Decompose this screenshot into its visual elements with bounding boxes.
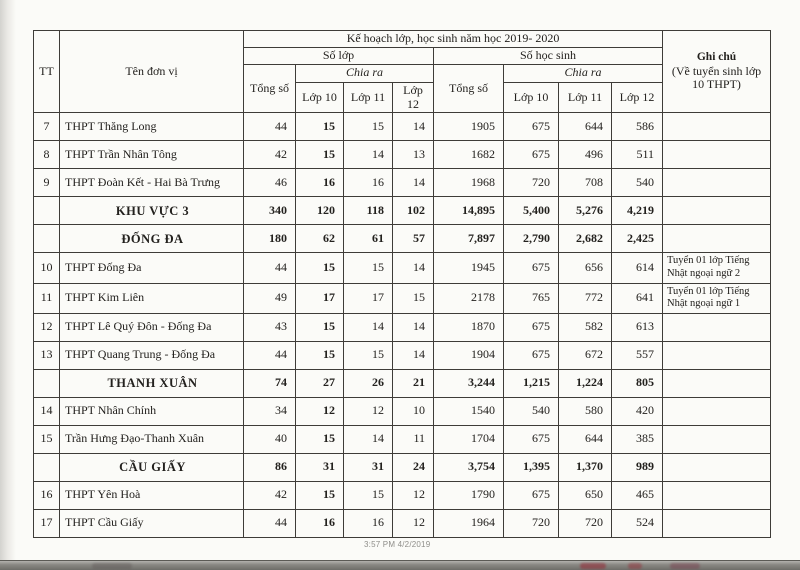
cell-classes-grade10: 62 <box>296 225 344 253</box>
cell-students-total: 1790 <box>434 481 504 509</box>
cell-students-grade12: 420 <box>612 397 663 425</box>
table-row <box>34 397 771 425</box>
cell-students-grade12: 586 <box>612 113 663 141</box>
table-row <box>34 481 771 509</box>
header-notes-subtitle: (Về tuyển sinh lớp 10 THPT) <box>671 63 762 92</box>
cell-students-grade12: 540 <box>612 169 663 197</box>
cell-classes-grade10: 27 <box>296 369 344 397</box>
cell-students-grade12: 557 <box>612 341 663 369</box>
cell-unit-name: THPT Yên Hoà <box>60 481 244 509</box>
cell-classes-grade10: 15 <box>296 313 344 341</box>
cell-students-total: 1905 <box>434 113 504 141</box>
cell-unit-name: THPT Cầu Giấy <box>60 509 244 537</box>
cell-classes-grade11: 12 <box>344 397 393 425</box>
cell-students-grade12: 613 <box>612 313 663 341</box>
cell-note <box>663 397 771 425</box>
cell-classes-grade11: 61 <box>344 225 393 253</box>
cell-students-grade12: 989 <box>612 453 663 481</box>
header-students-group: Số học sinh <box>434 48 663 65</box>
cell-students-grade10: 2,790 <box>504 225 559 253</box>
cell-note: Tuyển 01 lớp Tiếng Nhật ngoại ngữ 2 <box>663 253 771 283</box>
cell-students-grade11: 582 <box>559 313 612 341</box>
cell-students-total: 1945 <box>434 253 504 283</box>
cell-tt: 14 <box>34 397 60 425</box>
table-row <box>34 313 771 341</box>
cell-classes-total: 44 <box>244 253 296 283</box>
cell-students-grade11: 720 <box>559 509 612 537</box>
group-total-row <box>34 453 771 481</box>
cell-classes-grade11: 14 <box>344 141 393 169</box>
cell-students-total: 14,895 <box>434 197 504 225</box>
cell-unit-name: KHU VỰC 3 <box>60 197 244 225</box>
cell-classes-grade10: 17 <box>296 283 344 313</box>
header-classes-group: Số lớp <box>244 48 434 65</box>
cell-classes-total: 180 <box>244 225 296 253</box>
cell-unit-name: THPT Đoàn Kết - Hai Bà Trưng <box>60 169 244 197</box>
cell-classes-total: 42 <box>244 141 296 169</box>
cell-students-grade10: 720 <box>504 169 559 197</box>
print-timestamp: 3:57 PM 4/2/2019 <box>364 540 431 549</box>
cell-classes-grade11: 16 <box>344 169 393 197</box>
group-total-row <box>34 225 771 253</box>
table-header <box>34 31 771 113</box>
cell-unit-name: THPT Nhân Chính <box>60 397 244 425</box>
cell-classes-total: 74 <box>244 369 296 397</box>
group-total-row <box>34 197 771 225</box>
cell-classes-grade10: 15 <box>296 425 344 453</box>
cell-students-grade12: 641 <box>612 283 663 313</box>
cell-classes-grade12: 13 <box>393 141 434 169</box>
cell-unit-name: THPT Thăng Long <box>60 113 244 141</box>
cell-classes-grade10: 16 <box>296 169 344 197</box>
cell-tt <box>34 197 60 225</box>
cell-classes-grade11: 14 <box>344 313 393 341</box>
cell-classes-grade11: 14 <box>344 425 393 453</box>
cell-classes-grade12: 21 <box>393 369 434 397</box>
cell-classes-grade10: 12 <box>296 397 344 425</box>
cell-classes-grade12: 11 <box>393 425 434 453</box>
cell-classes-grade11: 15 <box>344 341 393 369</box>
cell-classes-total: 43 <box>244 313 296 341</box>
cell-classes-grade10: 15 <box>296 341 344 369</box>
cell-classes-grade10: 15 <box>296 141 344 169</box>
cell-note <box>663 341 771 369</box>
cell-classes-grade12: 24 <box>393 453 434 481</box>
cell-note <box>663 453 771 481</box>
cell-unit-name: THPT Đống Đa <box>60 253 244 283</box>
cell-tt: 8 <box>34 141 60 169</box>
cell-classes-total: 49 <box>244 283 296 313</box>
cell-unit-name: THPT Trần Nhân Tông <box>60 141 244 169</box>
cell-unit-name: THANH XUÂN <box>60 369 244 397</box>
scan-bottom-edge <box>0 560 800 570</box>
cell-classes-total: 86 <box>244 453 296 481</box>
cell-unit-name: CẦU GIẤY <box>60 453 244 481</box>
header-students-breakdown: Chia ra <box>504 64 663 82</box>
cell-students-grade11: 1,370 <box>559 453 612 481</box>
cell-classes-total: 340 <box>244 197 296 225</box>
cell-students-total: 2178 <box>434 283 504 313</box>
cell-classes-grade12: 14 <box>393 313 434 341</box>
cell-tt: 10 <box>34 253 60 283</box>
cell-students-grade10: 1,215 <box>504 369 559 397</box>
header-students-grade10: Lớp 10 <box>504 82 559 113</box>
cell-classes-grade11: 15 <box>344 113 393 141</box>
cell-students-grade10: 765 <box>504 283 559 313</box>
header-classes-total: Tổng số <box>244 64 296 113</box>
cell-classes-grade12: 15 <box>393 283 434 313</box>
cell-students-grade12: 614 <box>612 253 663 283</box>
cell-classes-grade12: 14 <box>393 341 434 369</box>
cell-students-total: 1540 <box>434 397 504 425</box>
cell-students-grade12: 805 <box>612 369 663 397</box>
cell-tt: 13 <box>34 341 60 369</box>
table-row <box>34 113 771 141</box>
cell-classes-grade11: 15 <box>344 481 393 509</box>
cell-students-total: 7,897 <box>434 225 504 253</box>
cell-students-grade11: 650 <box>559 481 612 509</box>
header-classes-grade12: Lớp 12 <box>393 82 434 113</box>
cell-tt <box>34 369 60 397</box>
cell-students-grade12: 2,425 <box>612 225 663 253</box>
cell-students-total: 1968 <box>434 169 504 197</box>
cell-note <box>663 197 771 225</box>
header-plan-title: Kế hoạch lớp, học sinh năm học 2019- 2020 <box>244 31 663 48</box>
cell-classes-grade12: 57 <box>393 225 434 253</box>
cell-students-grade11: 5,276 <box>559 197 612 225</box>
cell-note: Tuyển 01 lớp Tiếng Nhật ngoại ngữ 1 <box>663 283 771 313</box>
cell-classes-grade12: 12 <box>393 509 434 537</box>
cell-tt: 9 <box>34 169 60 197</box>
cell-classes-total: 40 <box>244 425 296 453</box>
cell-students-grade10: 675 <box>504 313 559 341</box>
table-row <box>34 283 771 313</box>
cell-students-grade11: 644 <box>559 113 612 141</box>
cell-students-grade12: 511 <box>612 141 663 169</box>
cell-classes-grade10: 16 <box>296 509 344 537</box>
cell-note <box>663 369 771 397</box>
cell-students-grade10: 675 <box>504 341 559 369</box>
header-students-total: Tổng số <box>434 64 504 113</box>
cell-students-grade10: 675 <box>504 253 559 283</box>
cell-students-grade10: 5,400 <box>504 197 559 225</box>
header-notes <box>663 31 771 113</box>
cell-unit-name: THPT Quang Trung - Đống Đa <box>60 341 244 369</box>
header-students-grade12: Lớp 12 <box>612 82 663 113</box>
cell-classes-grade12: 10 <box>393 397 434 425</box>
cell-students-total: 1682 <box>434 141 504 169</box>
cell-unit-name: Trần Hưng Đạo-Thanh Xuân <box>60 425 244 453</box>
school-plan-table <box>33 30 771 538</box>
table-row <box>34 341 771 369</box>
cell-classes-total: 44 <box>244 341 296 369</box>
scan-smudge <box>580 563 606 569</box>
cell-students-total: 1904 <box>434 341 504 369</box>
cell-classes-total: 46 <box>244 169 296 197</box>
cell-classes-grade12: 14 <box>393 113 434 141</box>
cell-students-grade10: 675 <box>504 113 559 141</box>
table-row <box>34 141 771 169</box>
cell-students-grade10: 720 <box>504 509 559 537</box>
cell-classes-grade11: 118 <box>344 197 393 225</box>
cell-tt: 11 <box>34 283 60 313</box>
cell-unit-name: THPT Kim Liên <box>60 283 244 313</box>
cell-students-grade10: 540 <box>504 397 559 425</box>
cell-students-total: 3,754 <box>434 453 504 481</box>
cell-tt: 17 <box>34 509 60 537</box>
cell-classes-grade11: 16 <box>344 509 393 537</box>
cell-students-total: 1704 <box>434 425 504 453</box>
cell-students-grade10: 675 <box>504 141 559 169</box>
cell-students-grade11: 772 <box>559 283 612 313</box>
header-unit-name: Tên đơn vị <box>60 31 244 113</box>
cell-classes-grade12: 102 <box>393 197 434 225</box>
cell-tt: 15 <box>34 425 60 453</box>
header-notes-title: Ghi chú <box>696 51 737 64</box>
cell-students-grade12: 465 <box>612 481 663 509</box>
cell-classes-grade11: 31 <box>344 453 393 481</box>
header-students-grade11: Lớp 11 <box>559 82 612 113</box>
cell-note <box>663 141 771 169</box>
cell-classes-grade10: 15 <box>296 113 344 141</box>
cell-tt <box>34 453 60 481</box>
cell-tt: 16 <box>34 481 60 509</box>
cell-classes-total: 44 <box>244 113 296 141</box>
cell-note <box>663 509 771 537</box>
cell-unit-name: ĐỐNG ĐA <box>60 225 244 253</box>
table-row <box>34 169 771 197</box>
cell-classes-grade12: 12 <box>393 481 434 509</box>
header-classes-grade11: Lớp 11 <box>344 82 393 113</box>
cell-students-total: 3,244 <box>434 369 504 397</box>
header-tt: TT <box>34 31 60 113</box>
cell-classes-grade10: 120 <box>296 197 344 225</box>
cell-note <box>663 169 771 197</box>
header-classes-grade10: Lớp 10 <box>296 82 344 113</box>
cell-classes-total: 34 <box>244 397 296 425</box>
cell-classes-total: 42 <box>244 481 296 509</box>
scan-smudge <box>670 563 700 569</box>
cell-note <box>663 113 771 141</box>
cell-students-grade11: 580 <box>559 397 612 425</box>
cell-students-grade11: 708 <box>559 169 612 197</box>
cell-classes-grade10: 15 <box>296 253 344 283</box>
cell-classes-total: 44 <box>244 509 296 537</box>
cell-students-grade11: 656 <box>559 253 612 283</box>
cell-note <box>663 425 771 453</box>
cell-classes-grade10: 31 <box>296 453 344 481</box>
cell-classes-grade11: 17 <box>344 283 393 313</box>
cell-students-grade11: 496 <box>559 141 612 169</box>
cell-note <box>663 481 771 509</box>
cell-note <box>663 225 771 253</box>
cell-students-grade11: 644 <box>559 425 612 453</box>
group-total-row <box>34 369 771 397</box>
cell-students-grade12: 4,219 <box>612 197 663 225</box>
cell-note <box>663 313 771 341</box>
scan-left-edge <box>0 0 16 570</box>
cell-students-grade11: 1,224 <box>559 369 612 397</box>
cell-students-grade10: 675 <box>504 481 559 509</box>
cell-students-grade12: 385 <box>612 425 663 453</box>
cell-classes-grade10: 15 <box>296 481 344 509</box>
cell-tt: 7 <box>34 113 60 141</box>
cell-unit-name: THPT Lê Quý Đôn - Đống Đa <box>60 313 244 341</box>
cell-students-grade12: 524 <box>612 509 663 537</box>
cell-students-total: 1870 <box>434 313 504 341</box>
cell-classes-grade11: 26 <box>344 369 393 397</box>
cell-students-grade11: 672 <box>559 341 612 369</box>
cell-tt: 12 <box>34 313 60 341</box>
cell-classes-grade11: 15 <box>344 253 393 283</box>
scan-smudge <box>92 563 132 569</box>
table-row <box>34 509 771 537</box>
cell-students-grade11: 2,682 <box>559 225 612 253</box>
table-body <box>34 113 771 537</box>
cell-students-total: 1964 <box>434 509 504 537</box>
table-row <box>34 253 771 283</box>
cell-tt <box>34 225 60 253</box>
table-row <box>34 425 771 453</box>
cell-students-grade10: 1,395 <box>504 453 559 481</box>
cell-students-grade10: 675 <box>504 425 559 453</box>
cell-classes-grade12: 14 <box>393 253 434 283</box>
cell-classes-grade12: 14 <box>393 169 434 197</box>
scan-smudge <box>628 563 642 569</box>
header-classes-breakdown: Chia ra <box>296 64 434 82</box>
